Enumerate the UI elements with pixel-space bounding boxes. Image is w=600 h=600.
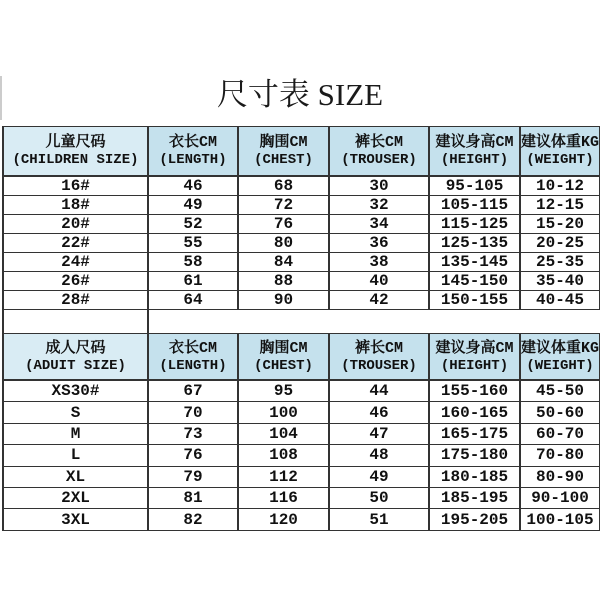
table-cell: 84 bbox=[239, 253, 330, 272]
table-cell: 108 bbox=[239, 445, 330, 466]
chart-title: 尺寸表 SIZE bbox=[216, 77, 384, 112]
table-cell: 120 bbox=[239, 509, 330, 530]
header-cell-trouser bbox=[330, 127, 430, 177]
table-cell: 28# bbox=[4, 291, 149, 310]
table-cell: 88 bbox=[239, 272, 330, 291]
table-cell: 67 bbox=[149, 381, 239, 402]
table-cell: 80 bbox=[239, 234, 330, 253]
table-cell: 20# bbox=[4, 215, 149, 234]
header-cell-chest bbox=[239, 127, 330, 177]
table-cell: 25-35 bbox=[521, 253, 600, 272]
table-cell: 195-205 bbox=[430, 509, 521, 530]
table-cell: 26# bbox=[4, 272, 149, 291]
table-cell: 175-180 bbox=[430, 445, 521, 466]
table-gap-column-border bbox=[147, 309, 149, 334]
table-cell: 72 bbox=[239, 196, 330, 215]
header-label-cn: 建议体重KG bbox=[521, 339, 600, 357]
table-cell: 125-135 bbox=[430, 234, 521, 253]
table-cell: 15-20 bbox=[521, 215, 600, 234]
table-cell: L bbox=[4, 445, 149, 466]
table-cell: 64 bbox=[149, 291, 239, 310]
table-cell: 165-175 bbox=[430, 424, 521, 445]
header-label-cn: 胸围CM bbox=[259, 134, 308, 151]
table-cell: 3XL bbox=[4, 509, 149, 530]
header-label-en: (HEIGHT) bbox=[440, 357, 509, 374]
header-label-cn: 建议体重KG bbox=[521, 134, 600, 151]
table-cell: 52 bbox=[149, 215, 239, 234]
table-cell: 70 bbox=[149, 402, 239, 423]
children-size-table bbox=[2, 126, 600, 310]
table-cell: 95 bbox=[239, 381, 330, 402]
table-cell: 48 bbox=[330, 445, 430, 466]
table-cell: 45-50 bbox=[521, 381, 600, 402]
header-cell-children-size bbox=[4, 127, 149, 177]
header-cell-weight bbox=[521, 127, 600, 177]
table-cell: 90-100 bbox=[521, 488, 600, 509]
table-cell: 18# bbox=[4, 196, 149, 215]
table-cell: 49 bbox=[330, 467, 430, 488]
table-cell: 145-150 bbox=[430, 272, 521, 291]
table-cell: 155-160 bbox=[430, 381, 521, 402]
table-cell: 115-125 bbox=[430, 215, 521, 234]
header-label-en: (TROUSER) bbox=[341, 152, 417, 168]
table-cell: 49 bbox=[149, 196, 239, 215]
table-cell: 60-70 bbox=[521, 424, 600, 445]
table-cell: 61 bbox=[149, 272, 239, 291]
header-label-cn: 儿童尺码 bbox=[45, 134, 106, 151]
header-label-cn: 成人尺码 bbox=[45, 339, 106, 357]
table-cell: 80-90 bbox=[521, 467, 600, 488]
header-cell-height bbox=[430, 334, 521, 381]
header-label-en: (WEIGHT) bbox=[526, 152, 594, 168]
table-cell: 46 bbox=[149, 177, 239, 196]
header-label-en: (CHILDREN SIZE) bbox=[12, 152, 139, 168]
table-cell: M bbox=[4, 424, 149, 445]
header-label-cn: 裤长CM bbox=[354, 339, 403, 357]
table-cell: 100 bbox=[239, 402, 330, 423]
table-cell: 10-12 bbox=[521, 177, 600, 196]
table-cell: 30 bbox=[330, 177, 430, 196]
adult-size-table bbox=[2, 333, 600, 531]
table-cell: 51 bbox=[330, 509, 430, 530]
header-cell-length bbox=[149, 334, 239, 381]
table-cell: XL bbox=[4, 467, 149, 488]
table-cell: 34 bbox=[330, 215, 430, 234]
header-label-cn: 衣长CM bbox=[168, 339, 217, 357]
header-label-en: (ADUIT SIZE) bbox=[25, 357, 126, 374]
table-cell: 79 bbox=[149, 467, 239, 488]
table-cell: 46 bbox=[330, 402, 430, 423]
table-cell: 38 bbox=[330, 253, 430, 272]
header-cell-adult-size bbox=[4, 334, 149, 381]
table-cell: 16# bbox=[4, 177, 149, 196]
header-cell-height bbox=[430, 127, 521, 177]
table-cell: S bbox=[4, 402, 149, 423]
table-cell: 32 bbox=[330, 196, 430, 215]
table-cell: 82 bbox=[149, 509, 239, 530]
header-label-cn: 胸围CM bbox=[259, 339, 308, 357]
header-label-cn: 裤长CM bbox=[354, 134, 403, 151]
table-cell: 40-45 bbox=[521, 291, 600, 310]
table-cell: 12-15 bbox=[521, 196, 600, 215]
table-cell: 50 bbox=[330, 488, 430, 509]
table-cell: 2XL bbox=[4, 488, 149, 509]
table-cell: 104 bbox=[239, 424, 330, 445]
header-label-en: (LENGTH) bbox=[159, 152, 227, 168]
table-cell: 135-145 bbox=[430, 253, 521, 272]
table-cell: 47 bbox=[330, 424, 430, 445]
header-cell-length bbox=[149, 127, 239, 177]
table-cell: 68 bbox=[239, 177, 330, 196]
header-label-en: (HEIGHT) bbox=[440, 152, 509, 168]
header-label-cn: 建议身高CM bbox=[435, 134, 514, 151]
table-cell: 150-155 bbox=[430, 291, 521, 310]
table-cell: 105-115 bbox=[430, 196, 521, 215]
table-cell: 112 bbox=[239, 467, 330, 488]
table-gap-left-border bbox=[2, 309, 4, 334]
table-cell: 116 bbox=[239, 488, 330, 509]
table-cell: 70-80 bbox=[521, 445, 600, 466]
table-cell: 73 bbox=[149, 424, 239, 445]
header-label-en: (CHEST) bbox=[254, 152, 313, 168]
header-cell-chest bbox=[239, 334, 330, 381]
header-cell-weight bbox=[521, 334, 600, 381]
header-label-cn: 衣长CM bbox=[168, 134, 217, 151]
table-cell: 24# bbox=[4, 253, 149, 272]
table-cell: 44 bbox=[330, 381, 430, 402]
table-cell: XS30# bbox=[4, 381, 149, 402]
table-cell: 20-25 bbox=[521, 234, 600, 253]
table-cell: 185-195 bbox=[430, 488, 521, 509]
table-cell: 76 bbox=[149, 445, 239, 466]
table-cell: 50-60 bbox=[521, 402, 600, 423]
table-cell: 160-165 bbox=[430, 402, 521, 423]
header-label-en: (CHEST) bbox=[254, 357, 313, 374]
header-label-en: (LENGTH) bbox=[159, 357, 227, 374]
header-label-cn: 建议身高CM bbox=[435, 339, 514, 357]
table-cell: 35-40 bbox=[521, 272, 600, 291]
table-cell: 42 bbox=[330, 291, 430, 310]
table-cell: 40 bbox=[330, 272, 430, 291]
table-cell: 76 bbox=[239, 215, 330, 234]
table-cell: 22# bbox=[4, 234, 149, 253]
header-cell-trouser bbox=[330, 334, 430, 381]
table-cell: 58 bbox=[149, 253, 239, 272]
table-cell: 81 bbox=[149, 488, 239, 509]
table-cell: 55 bbox=[149, 234, 239, 253]
table-cell: 36 bbox=[330, 234, 430, 253]
table-cell: 95-105 bbox=[430, 177, 521, 196]
header-label-en: (WEIGHT) bbox=[526, 357, 594, 374]
header-label-en: (TROUSER) bbox=[341, 357, 417, 374]
table-cell: 100-105 bbox=[521, 509, 600, 530]
table-cell: 90 bbox=[239, 291, 330, 310]
table-cell: 180-185 bbox=[430, 467, 521, 488]
